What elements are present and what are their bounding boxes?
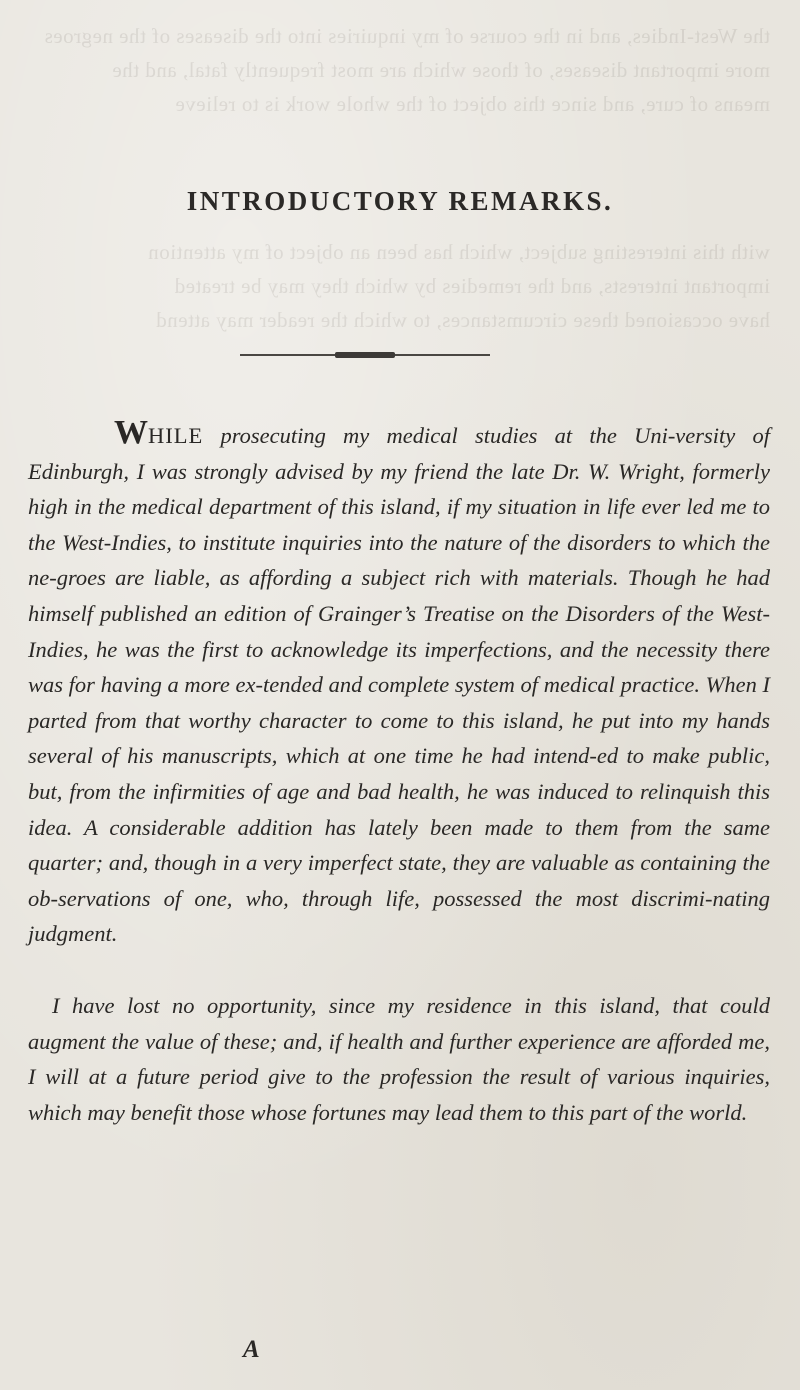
paragraph-2: I have lost no opportunity, since my residence in this island, that could augment the value of these; and, if health and further experience are afforded me, I will at a future period give to the profession the result of various inquiries, which may benefit those whose fortunes may lead them to this part of the world. [28, 992, 770, 1125]
bleed-through-line: more important diseases, of those which are most frequently fatal, and the [111, 58, 770, 82]
ornamental-rule [240, 354, 490, 356]
signature-mark: A [243, 1336, 260, 1363]
bleed-through-line: the West-Indies, and in the course of my inquiries into the diseases of the negroes [44, 24, 770, 48]
bleed-through-line: have occasioned these circumstances, to which the reader may attend [155, 308, 770, 332]
bleed-through-line: important interests, and the remedies by which they may be treated [174, 274, 770, 298]
opening-small-caps: HILE [148, 423, 204, 448]
bleed-through-line: means of cure, and since this object of the whole work is to relieve [175, 92, 770, 116]
bleed-through-line: with this interesting subject, which has been an object of my attention [147, 240, 770, 264]
body-text [28, 414, 770, 1130]
paragraph-1 [28, 414, 770, 952]
page-heading: INTRODUCTORY REMARKS. [186, 186, 614, 216]
drop-cap: W [114, 414, 148, 451]
paragraph-1-text: prosecuting my medical studies at the Uni-versity of Edinburgh, I was strongly advised by my friend the late Dr. W. Wright, formerly high in the medical department of this island, if my situation in life ever led me to the West-Indies, to institute inquiries into the nature of the disorders to which the ne-groes are liable, as affording a subject rich with materials. Though he had himself published an edition of Grainger’s Treatise on the Disorders of the West-Indies, he was the first to acknowledge its imperfections, and the necessity there was for having a more ex-tended and complete system of medical practice. When I parted from that worthy character to come to this island, he put into my hands several of his manuscripts, which at one time he had intend-ed to make public, but, from the infirmities of age and bad health, he was induced to relinquish this idea. A considerable addition has lately been made to them from the same quarter; and, though in a very imperfect state, they are valuable as containing the ob-servations of one, who, through life, possessed the most discrimi-nating judgment. [28, 423, 770, 947]
